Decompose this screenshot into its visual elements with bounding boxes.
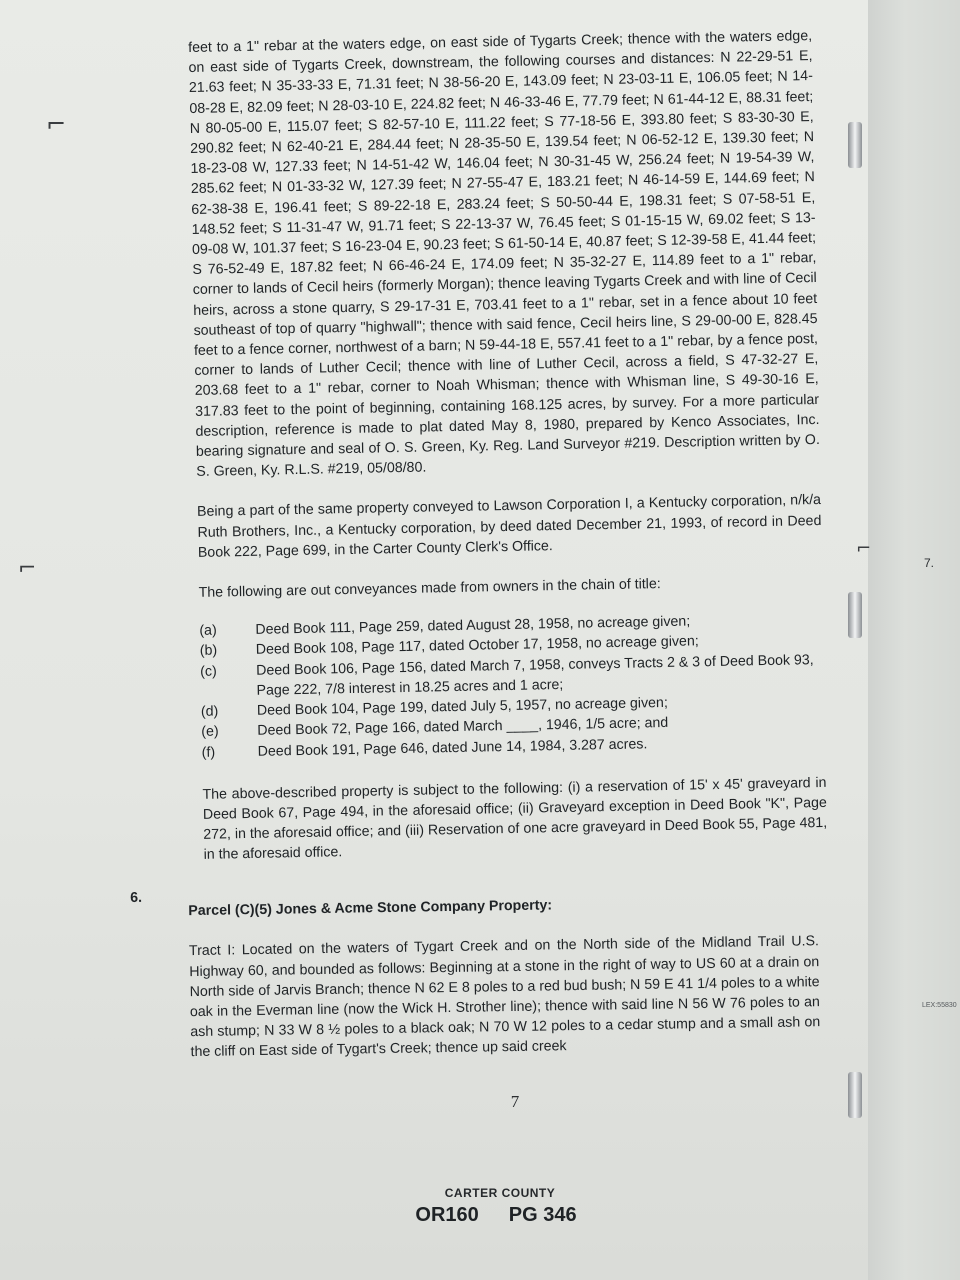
section-number: 6. — [130, 889, 143, 906]
pen-mark: ⌐ — [18, 556, 37, 581]
binder-clip — [848, 592, 862, 638]
item-label: (d) — [200, 703, 219, 720]
item-label: (e) — [201, 723, 219, 741]
item-text: Deed Book 72, Page 166, dated March ____, 1946, 1/5 acre; and — [257, 715, 669, 740]
pen-mark: ⌐ — [46, 110, 67, 138]
binder-clip — [848, 1072, 862, 1118]
item-label: (f) — [201, 744, 216, 761]
item-text: Deed Book 104, Page 199, dated July 5, 1957, no acreage given; — [256, 695, 668, 719]
recording-reference — [396, 1204, 596, 1227]
document-body — [188, 26, 828, 885]
property-description: feet to a 1" rebar at the waters edge, on east side of Tygarts Creek; thence with the waters edge, on east side of Tygarts Creek, downstream, the following courses and distances: N 22-29-51 E, 21.63 feet; N 35-33-33 E, 71.31 feet; N 38-56-20 E, 143.09 feet; N 23-03-11 E, 106.05 feet; N 14-08-28 E, 82.09 feet; N 28-03-10 E, 224.82 feet; N 46-33-46 E, 77.79 feet; N 61-44-12 E, 88.31 feet; N 80-05-00 E, 115.07 feet; S 82-57-10 E, 111.22 feet; S 77-18-56 E, 393.80 feet; S 83-30-30 E, 290.82 feet; N 62-40-21 E, 284.44 feet; N 28-35-50 E, 139.54 feet; N 06-52-12 E, 139.30 feet; N 18-23-08 W, 127.33 feet; N 14-51-42 W, 146.04 feet; N 30-31-45 W, 256.24 feet; N 19-54-39 W, 285.62 feet; N 01-33-32 W, 127.39 feet; N 27-55-47 E, 183.21 feet; N 46-14-59 E, 144.69 feet; N 62-38-38 E, 196.41 feet; S 89-22-18 E, 283.24 feet; S 50-50-44 E, 198.31 feet; S 07-58-51 E, 148.52 feet; S 11-31-47 W, 91.71 feet; S 22-13-37 W, 76.45 feet; S 01-15-15 W, 69.02 feet; S 13-09-08 W, 101.37 feet; S 16-23-04 E, 90.23 feet; S 61-50-14 E, 40.87 feet; S 12-39-58 E, 41.44 feet; S 76-52-49 E, 187.82 feet; N 66-46-24 E, 174.09 feet; N 35-32-27 E, 114.89 feet to a 1" rebar, corner to lands of Cecil heirs (formerly Morgan); thence leaving Tygarts Creek and with line of Cecil heirs, across a stone quarry, S 29-17-31 E, 703.41 feet to a 1" rebar, set in a fence about 10 feet southeast of top of quarry "highwall"; thence with said fence, Cecil heirs line, S 29-00-00 E, 828.45 feet to a fence corner, northwest of a barn; N 59-44-18 E, 557.41 feet to a 1" rebar, by a fence post, corner to lands of Luther Cecil; thence with line of Luther Cecil, across a field, S 47-32-27 E, 203.68 feet to a 1" rebar, corner to Noah Whisman; thence with Whisman line, S 49-30-16 E, 317.83 feet to the point of beginning, containing 168.125 acres, by survey. For a more particular description, reference is made to plat dated May 8, 1980, prepared by Kenco Associates, Inc. bearing signature and seal of O. S. Green, Ky. Reg. Land Surveyor #219. Description written by O. S. Green, Ky. R.L.S. #219, 05/08/80. — [188, 28, 820, 481]
out-conveyances-intro: The following are out conveyances made from owners in the chain of title: — [198, 576, 661, 601]
binder-clip — [848, 122, 862, 168]
item-text: Deed Book 108, Page 117, dated October 17, 1958, no acreage given; — [255, 633, 699, 659]
next-page-edge — [868, 0, 960, 1280]
out-conveyances-list — [199, 609, 826, 762]
page-number: 7 — [510, 1092, 520, 1111]
being-part-paragraph: Being a part of the same property conveyed to Lawson Corporation I, a Kentucky corporation, n/k/a Ruth Brothers, Inc., a Kentucky corporation, by deed dated December 21, 1993, of record in Deed Book 222, Page 699, in the Carter County Clerk's Office. — [196, 492, 822, 561]
page-ref: PG 346 — [508, 1204, 577, 1226]
item-label: (a) — [199, 622, 217, 640]
or-book: OR160 — [415, 1204, 479, 1226]
next-page-number: 7. — [924, 556, 935, 570]
pen-mark: ⌐ — [856, 538, 872, 559]
recording-county: CARTER COUNTY — [444, 1186, 556, 1200]
subject-to-paragraph: The above-described property is subject to the following: (i) a reservation of 15' x 45' graveyard in Deed Book 67, Page 494, in the aforesaid office; (ii) Graveyard exception in Deed Book "K", Page 272, in the aforesaid office; and (iii) Reservation of one acre graveyard in Deed Book 55, Page 481, in the aforesaid office. — [202, 774, 828, 864]
item-text: Deed Book 111, Page 259, dated August 28, 1958, no acreage given; — [255, 613, 691, 639]
item-label: (b) — [199, 643, 218, 660]
tract-description: Tract I: Located on the waters of Tygart Creek and on the North side of the Midland Trail U.S. Highway 60, and bounded as follows: Beginning at a stone in the right of way to US 60 at a drain on North side of Jarvis Branch; thence N 62 E 8 poles to a red bud bush; N 59 E 41 1/4 poles to a white oak in the Everman line (now the Wick H. Strother line); thence with said line N 56 W 76 poles to an ash stump; N 33 W 8 ½ poles to a black oak; N 70 W 12 poles to a cedar stump and a small ash on the cliff on East side of Tygart's Creek; thence up said creek — [188, 933, 821, 1061]
next-page-tag: LEX:55830 — [922, 1002, 957, 1009]
item-text: Deed Book 191, Page 646, dated June 14, 1984, 3.287 acres. — [257, 735, 648, 760]
section-title: Parcel (C)(5) Jones & Acme Stone Company Property: — [188, 897, 553, 920]
parcel-section — [130, 877, 833, 1064]
item-label: (c) — [200, 663, 217, 680]
item-text: Deed Book 106, Page 156, dated March 7, 1958, conveys Tracts 2 & 3 of Deed Book 93, Page 222, 7/8 interest in 18.25 acres and 1 acre; — [256, 651, 814, 699]
